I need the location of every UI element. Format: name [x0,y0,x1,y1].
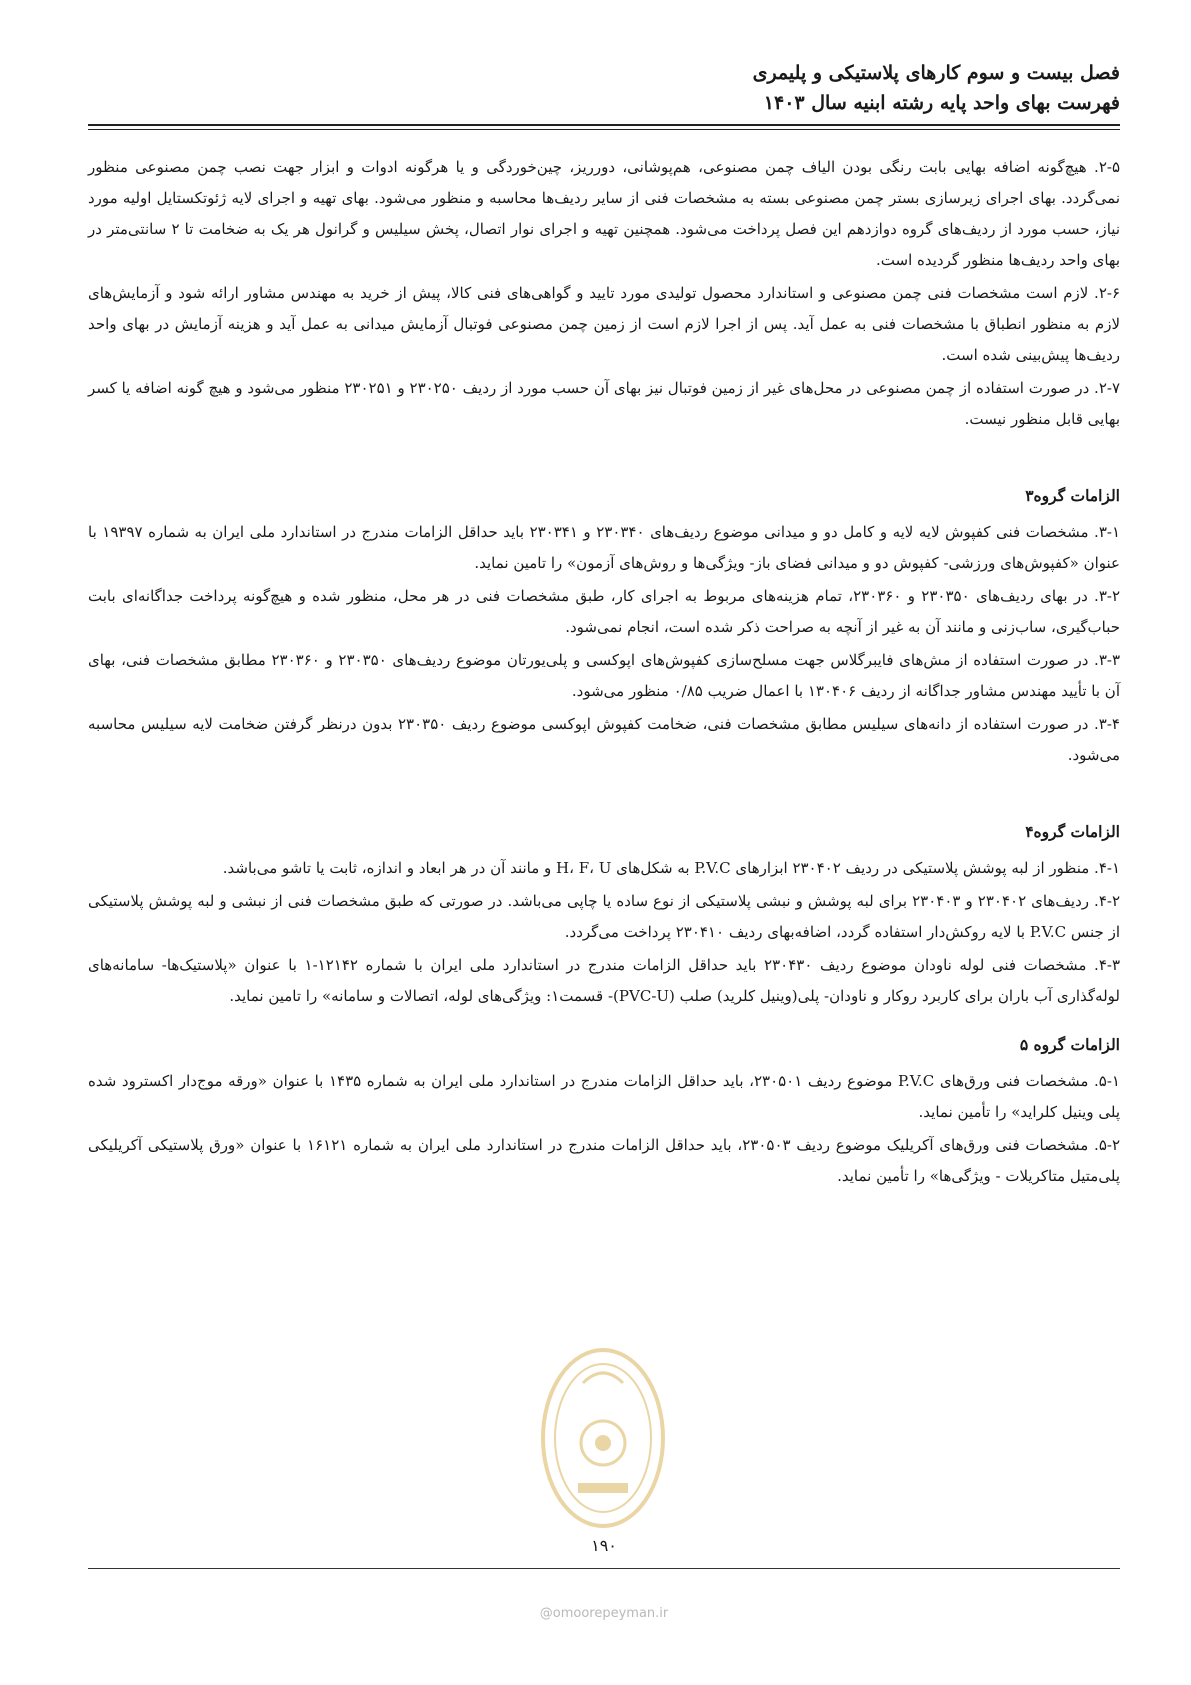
group5-heading: الزامات گروه ۵ [1019,1035,1120,1054]
chapter-title: فصل بیست و سوم کارهای پلاستیکی و پلیمری [752,62,1120,84]
paragraph-2-7: ۲-۷. در صورت استفاده از چمن مصنوعی در محل‌های غیر از زمین فوتبال نیز بهای آن حسب مورد از ردیف ۲۳۰۲۵۰ و ۲۳۰۲۵۱ منظور می‌شود و هیچ گونه اضافه یا کسر بهایی قابل منظور نیست. [88,379,1121,428]
group3-section [88,481,1120,771]
paragraph-4-3: ۴-۳. مشخصات فنی لوله ناودان موضوع ردیف ۲۳۰۴۳۰ باید حداقل الزامات مندرج در استاندارد ملی ایران با شماره ۱۲۱۴۲-۱ با عنوان «پلاستیک‌ها- سامانه‌های لوله‌گذاری آب باران برای کاربرد روکار و ناودان- پلی(وینیل کلرید) صلب (PVC-U)- قسمت۱: ویژگی‌های لوله، اتصالات و سامانه» را تامین نماید. [88,956,1120,1005]
paragraph-2-5: ۲-۵. هیچ‌گونه اضافه بهایی بابت رنگی بودن الیاف چمن مصنوعی، هم‌پوشانی، دورریز، چین‌خوردگی و یا هرگونه ادوات و ابزار جهت نصب چمن مصنوعی منظور نمی‌گردد. بهای اجرای زیرسازی بستر چمن مصنوعی بسته به مشخصات فنی از سایر ردیف‌ها محاسبه و منظور می‌شود. بهای تهیه و اجرای لایه ژئوتکستایل اولیه مورد نیاز، حسب مورد از ردیف‌های گروه دوازدهم این فصل پرداخت می‌شود. همچنین تهیه و اجرای نوار اتصال، پخش سیلیس و گرانول هر یک به ضخامت تا ۲ سانتی‌متر در بهای واحد ردیف‌ها منظور گردیده است. [88,158,1121,269]
group5-section [88,1030,1120,1192]
group4-section [88,817,1120,1012]
paragraph-5-2: ۵-۲. مشخصات فنی ورق‌های آکریلیک موضوع ردیف ۲۳۰۵۰۳، باید حداقل الزامات مندرج در استاندارد ملی ایران به شماره ۱۶۱۲۱ با عنوان «ورق پلاستیکی آکریلیکی پلی‌متیل متاکریلات - ویژگی‌ها» را تأمین نماید. [88,1136,1120,1185]
paragraph-3-2: ۳-۲. در بهای ردیف‌های ۲۳۰۳۵۰ و ۲۳۰۳۶۰، تمام هزینه‌های مربوط به اجرای کار، طبق مشخصات فنی در هر محل، منظور شده و هیچ‌گونه پرداخت جداگانه‌ای بابت حباب‌گیری، ساب‌زنی و مانند آن به غیر از آنچه به صراحت ذکر شده است، انجام نمی‌شود. [88,587,1121,636]
paragraph-3-3: ۳-۳. در صورت استفاده از مش‌های فایبرگلاس جهت مسلح‌سازی کفپوش‌های اپوکسی و پلی‌یورتان موضوع ردیف‌های ۲۳۰۳۵۰ و ۲۳۰۳۶۰ مطابق مشخصات فنی، بهای آن با تأیید مهندس مشاور جداگانه از ردیف ۱۳۰۴۰۶ با اعمال ضریب ۰/۸۵ منظور می‌شود. [88,651,1120,700]
section-spacer [88,437,1120,481]
paragraph-5-1: ۵-۱. مشخصات فنی ورق‌های P.V.C موضوع ردیف ۲۳۰۵۰۱، باید حداقل الزامات مندرج در استاندارد ملی ایران به شماره ۱۴۳۵ با عنوان «ورقه موج‌دار اکسترود شده پلی وینیل کلراید» را تأمین نماید. [88,1072,1120,1121]
document-body [88,152,1120,1192]
footer-divider [88,1568,1120,1569]
document-page [88,58,1120,1658]
page-number: ۱۹۰ [591,1536,617,1555]
group4-heading: الزامات گروه۴ [1025,822,1120,841]
section-spacer [88,773,1120,817]
group2-continued-section [88,152,1120,435]
page-header [88,58,1120,130]
watermark-url: @omoorepeyman.ir [539,1606,669,1621]
paragraph-2-6: ۲-۶. لازم است مشخصات فنی چمن مصنوعی و استاندارد محصول تولیدی مورد تایید و گواهی‌های فنی کالا، پیش از خرید به مهندس مشاور ارائه شود و آزمایش‌های لازم به منظور انطباق با مشخصات فنی به عمل آید. پس از اجرا لازم است از زمین چمن مصنوعی فوتبال آزمایش میدانی به عمل آید و هزینه آزمایش در بهای واحد ردیف‌ها پیش‌بینی شده است. [88,284,1120,364]
group3-heading: الزامات گروه۳ [1025,486,1120,505]
header-divider [88,124,1120,130]
section-spacer [88,1014,1120,1030]
price-list-title: فهرست بهای واحد پایه رشته ابنیه سال ۱۴۰۳ [763,92,1120,114]
organization-seal-watermark [538,1343,668,1533]
paragraph-3-4: ۳-۴. در صورت استفاده از دانه‌های سیلیس مطابق مشخصات فنی، ضخامت کفپوش اپوکسی موضوع ردیف ۲۳۰۳۵۰ بدون درنظر گرفتن ضخامت لایه سیلیس محاسبه می‌شود. [88,715,1120,764]
paragraph-3-1: ۳-۱. مشخصات فنی کفپوش لایه لایه و کامل دو و میدانی موضوع ردیف‌های ۲۳۰۳۴۰ و ۲۳۰۳۴۱ باید حداقل الزامات مندرج در استاندارد ملی ایران به شماره ۱۹۳۹۷ با عنوان «کفپوش‌های ورزشی- کفپوش دو و میدانی فضای باز- ویژگی‌ها و روش‌های آزمون» را تامین نماید. [88,523,1121,572]
paragraph-4-1: ۴-۱. منظور از لبه پوشش پلاستیکی در ردیف ۲۳۰۴۰۲ ابزارهای P.V.C به شکل‌های H، F، U و مانند آن در هر ابعاد و اندازه، ثابت یا تاشو می‌باشد. [222,859,1120,877]
paragraph-4-2: ۴-۲. ردیف‌های ۲۳۰۴۰۲ و ۲۳۰۴۰۳ برای لبه پوشش و نبشی پلاستیکی از نوع ساده یا چاپی می‌باشد. در صورتی که طبق مشخصات فنی از نبشی و لبه پوشش پلاستیکی از جنس P.V.C با لایه روکش‌دار استفاده گردد، اضافه‌بهای ردیف ۲۳۰۴۱۰ پرداخت می‌گردد. [88,892,1121,941]
